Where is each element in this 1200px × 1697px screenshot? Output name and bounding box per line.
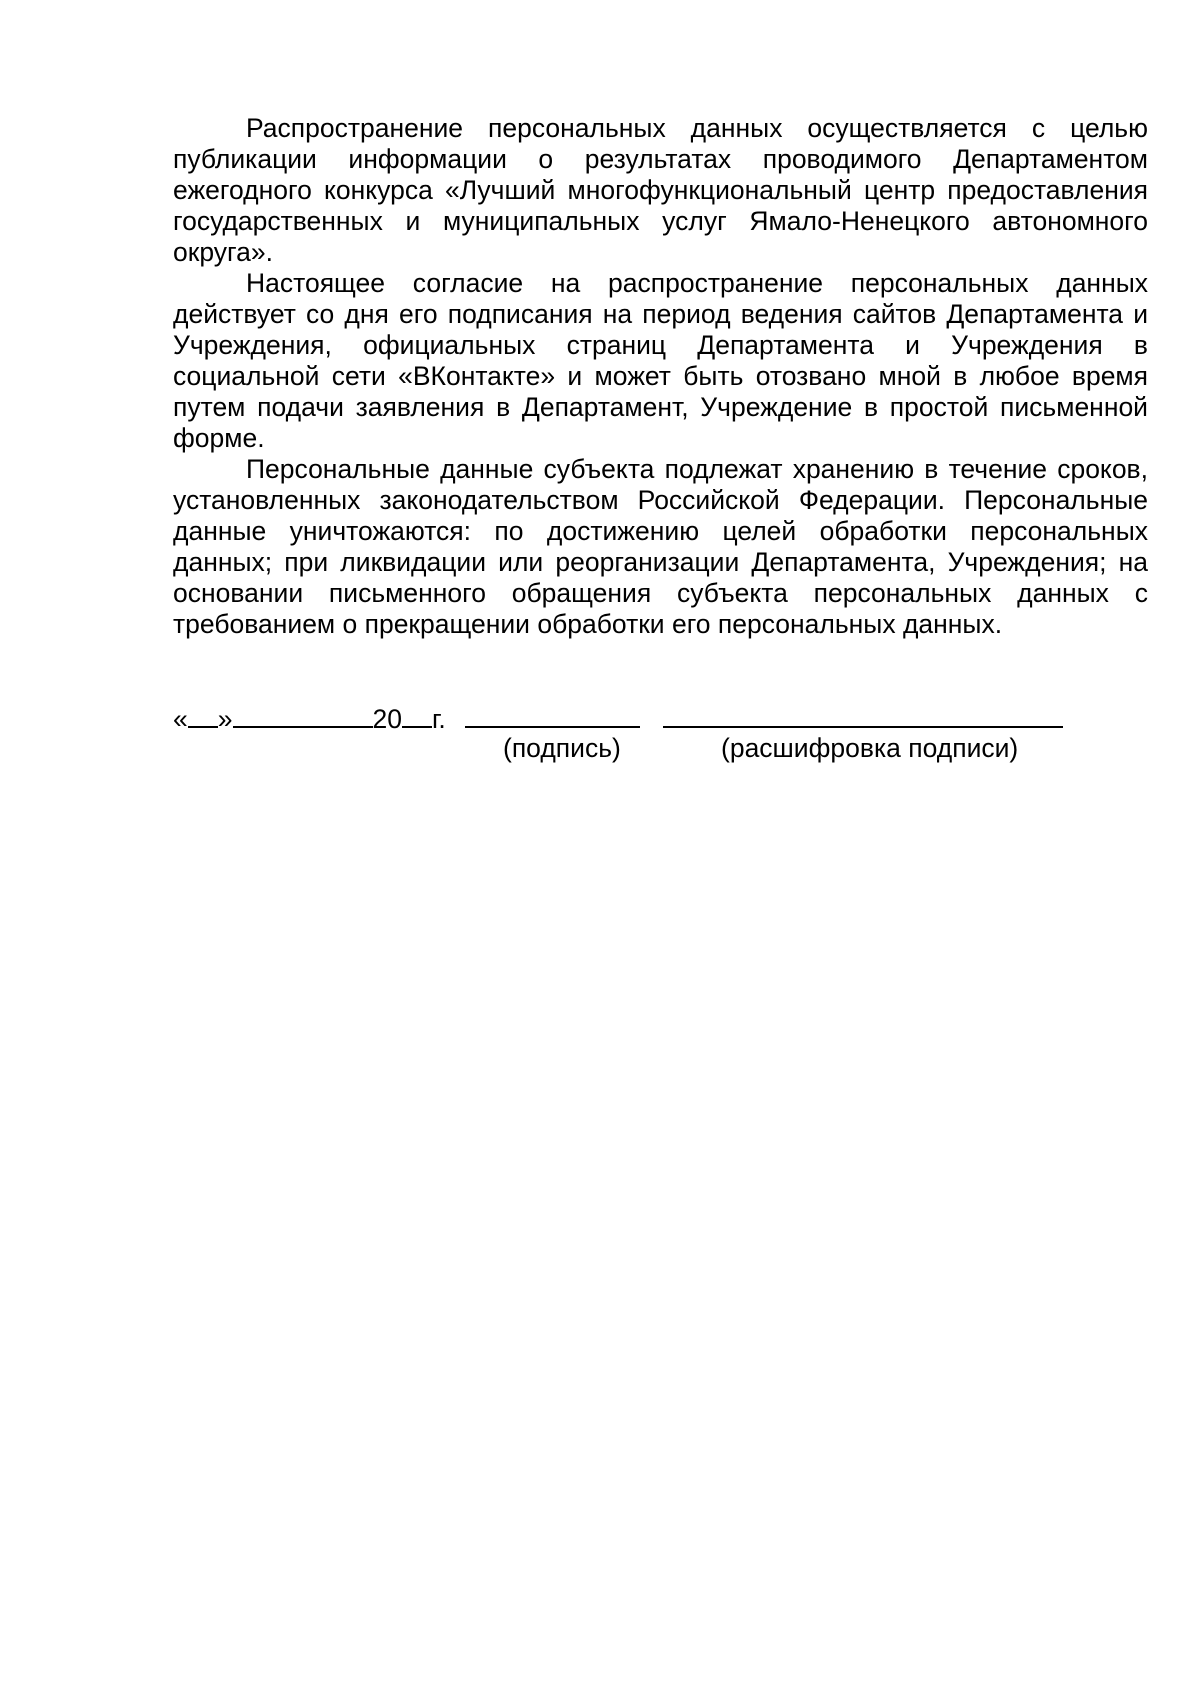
- signature-decoding-caption: (расшифровка подписи): [721, 733, 1019, 763]
- date-close-quote: »: [217, 704, 233, 734]
- signature-caption: (подпись): [503, 733, 621, 763]
- month-blank: [233, 702, 373, 728]
- paragraph-data-retention: Персональные данные субъекта подлежат хранению в течение сроков, установленных законодательством Российской Федерации. Персональные данные уничтожаются: по достижению целей обработки персональных данных; при ликвидации или реорганизации Департамента, Учреждения; на основании письменного обращения субъекта персональных данных с требованием о прекращении обработки его персональных данных.: [173, 454, 1148, 639]
- signature-blank: [465, 702, 640, 728]
- paragraph-consent-validity: Настоящее согласие на распространение персональных данных действует со дня его подписания на период ведения сайтов Департамента и Учреждения, официальных страниц Департамента и Учреждения в социальной сети «ВКонтакте» и может быть отозвано мной в любое время путем подачи заявления в Департамент, Учреждение в простой письменной форме.: [173, 268, 1148, 453]
- year-blank: [402, 702, 432, 728]
- year-suffix: г.: [431, 704, 446, 734]
- date-open-quote: «: [173, 704, 188, 734]
- document-body: [173, 113, 1148, 640]
- signature-decoding-blank: [663, 702, 1063, 728]
- year-prefix: 20: [372, 704, 402, 734]
- paragraph-distribution-purpose: Распространение персональных данных осуществляется с целью публикации информации о результатах проводимого Департаментом ежегодного конкурса «Лучший многофункциональный центр предоставления государственных и муниципальных услуг Ямало-Ненецкого автономного округа».: [173, 113, 1148, 267]
- day-blank: [188, 702, 218, 728]
- date-signature-line: [173, 702, 446, 735]
- signature-block: [173, 702, 1148, 772]
